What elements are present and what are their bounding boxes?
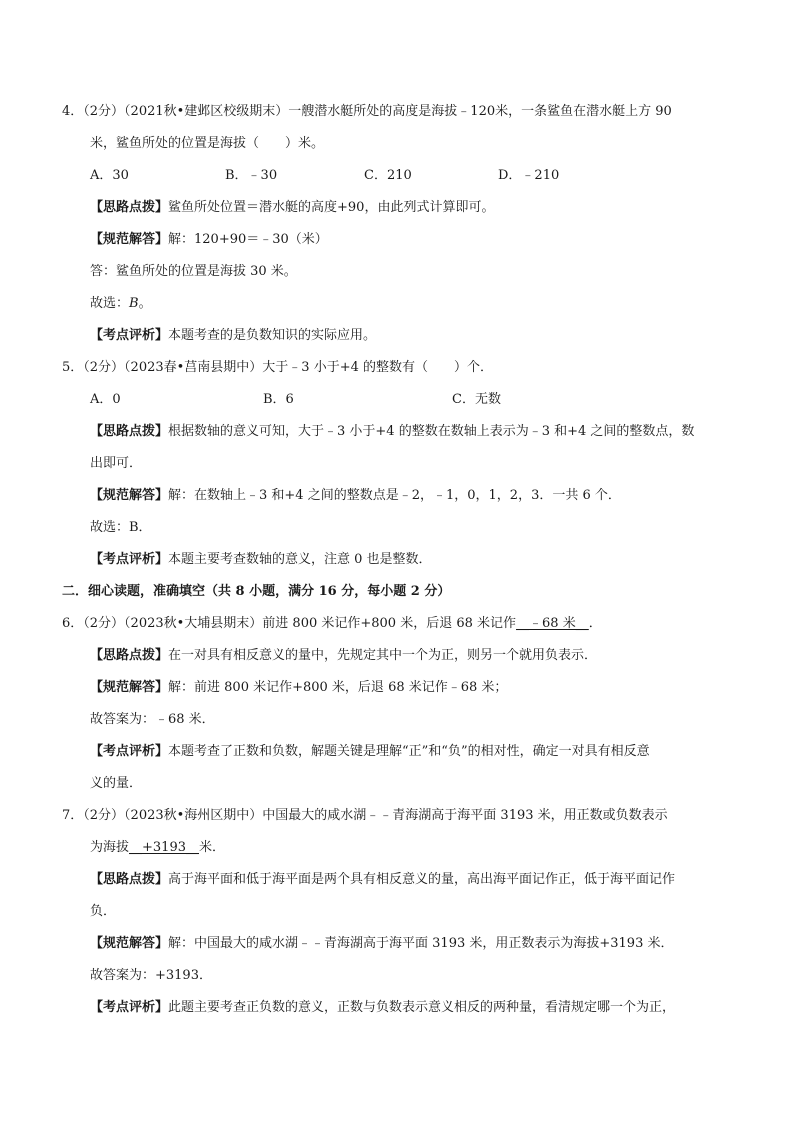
q5-answer xyxy=(90,487,621,505)
q4-analysis-label: 【考点评析】 xyxy=(90,328,169,343)
q7-hint-label: 【思路点拨】 xyxy=(90,872,169,887)
q4-stem-line2: 米，鲨鱼所处的位置是海拔（ ）米。 xyxy=(90,136,325,151)
q6-answer-line2: 故答案为：﹣68 米． xyxy=(90,712,215,727)
q5-hint-text: 根据数轴的意义可知，大于﹣3 小于+4 的整数在数轴上表示为﹣3 和+4 之间的整数点，数 xyxy=(168,424,695,439)
q6-hint-text: 在一对具有相反意义的量中，先规定其中一个为正，则另一个就用负表示． xyxy=(168,648,598,663)
q4-choose-suffix: 。 xyxy=(138,296,152,311)
q6-stem xyxy=(62,615,602,633)
q5-analysis xyxy=(90,551,432,569)
q7-answer-text: 解：中国最大的咸水湖﹣﹣青海湖高于海平面 3193 米，用正数表示为海拔+3193 米． xyxy=(168,936,674,951)
q6-analysis-line2: 义的量． xyxy=(90,776,143,791)
q7-analysis xyxy=(90,999,675,1017)
q5-choose: 故选：B． xyxy=(90,520,152,535)
q6-answer xyxy=(90,679,507,697)
q7-hint xyxy=(90,871,675,889)
q7-stem-suffix2: 米． xyxy=(199,840,226,855)
q7-hint-line2: 负． xyxy=(90,904,117,919)
q7-answer xyxy=(90,935,673,953)
q6-analysis-text: 本题考查了正数和负数，解题关键是理解“正”和“负”的相对性，确定一对具有相反意 xyxy=(168,744,650,759)
q4-answer xyxy=(90,231,328,249)
q6-hint-label: 【思路点拨】 xyxy=(90,648,169,663)
q4-answer-label: 【规范解答】 xyxy=(90,232,169,247)
q7-stem-prefix2: 为海拔 xyxy=(90,840,130,855)
q6-answer-label: 【规范解答】 xyxy=(90,680,169,695)
q5-option-b: B．6 xyxy=(263,392,294,407)
q7-stem-line2 xyxy=(90,839,225,857)
q4-option-c: C．210 xyxy=(364,168,412,183)
q7-answer-line2: 故答案为：+3193． xyxy=(90,968,212,983)
q4-stem-line1: 4．（2分）（2021秋•建邺区校级期末）一艘潜水艇所处的高度是海拔﹣120米，一条鲨鱼在潜水艇上方 90 xyxy=(62,104,672,119)
q6-blank-answer: __﹣68 米__ xyxy=(516,616,589,631)
q5-hint-line2: 出即可． xyxy=(90,456,143,471)
q5-stem-line1: 5．（2分）（2023春•莒南县期中）大于﹣3 小于+4 的整数有（ ）个． xyxy=(62,360,493,375)
q6-analysis-label: 【考点评析】 xyxy=(90,744,169,759)
q7-analysis-label: 【考点评析】 xyxy=(90,1000,169,1015)
q5-answer-text: 解：在数轴上﹣3 和+4 之间的整数点是﹣2，﹣1，0，1，2，3．一共 6 个． xyxy=(168,488,621,503)
q4-hint xyxy=(90,199,494,217)
q5-analysis-label: 【考点评析】 xyxy=(90,552,169,567)
q5-analysis-text: 本题主要考查数轴的意义，注意 0 也是整数． xyxy=(168,552,432,567)
q7-hint-text: 高于海平面和低于海平面是两个具有相反意义的量，高出海平面记作正，低于海平面记作 xyxy=(168,872,676,887)
q5-answer-label: 【规范解答】 xyxy=(90,488,169,503)
q4-analysis-text: 本题考查的是负数知识的实际应用。 xyxy=(168,328,377,343)
q4-option-a: A．30 xyxy=(90,168,129,183)
q6-stem-prefix: 6．（2分）（2023秋•大埔县期末）前进 800 米记作+800 米，后退 68 米记作 xyxy=(62,616,517,631)
q4-choose-value: B xyxy=(129,296,139,311)
q5-option-c: C．无数 xyxy=(452,392,501,407)
q6-hint xyxy=(90,647,597,665)
q7-stem-line1: 7．（2分）（2023秋•海州区期中）中国最大的咸水湖﹣﹣青海湖高于海平面 3193 米，用正数或负数表示 xyxy=(62,808,668,823)
q7-blank-answer: __+3193__ xyxy=(129,840,199,855)
q4-hint-text: 鲨鱼所处位置＝潜水艇的高度+90，由此列式计算即可。 xyxy=(168,200,495,215)
q4-analysis xyxy=(90,327,376,345)
q7-answer-label: 【规范解答】 xyxy=(90,936,169,951)
section2-title: 二．细心读题，准确填空（共 8 小题，满分 16 分，每小题 2 分） xyxy=(62,584,451,599)
q5-hint-label: 【思路点拨】 xyxy=(90,424,169,439)
q6-stem-suffix: ． xyxy=(588,616,602,631)
q4-option-b: B．﹣30 xyxy=(225,168,278,183)
q4-option-d: D．﹣210 xyxy=(498,168,560,183)
q4-answer-text: 解：120+90＝﹣30（米） xyxy=(168,232,328,247)
q7-analysis-text: 此题主要考查正负数的意义，正数与负数表示意义相反的两种量，看清规定哪一个为正， xyxy=(168,1000,676,1015)
q6-analysis xyxy=(90,743,650,761)
q5-hint xyxy=(90,423,694,441)
q5-option-a: A．0 xyxy=(90,392,121,407)
q4-answer-line2: 答：鲨鱼所处的位置是海拔 30 米。 xyxy=(90,264,297,279)
q4-choose-prefix: 故选： xyxy=(90,296,130,311)
q4-hint-label: 【思路点拨】 xyxy=(90,200,169,215)
q4-choose xyxy=(90,295,152,313)
q6-answer-text: 解：前进 800 米记作+800 米，后退 68 米记作﹣68 米； xyxy=(168,680,508,695)
